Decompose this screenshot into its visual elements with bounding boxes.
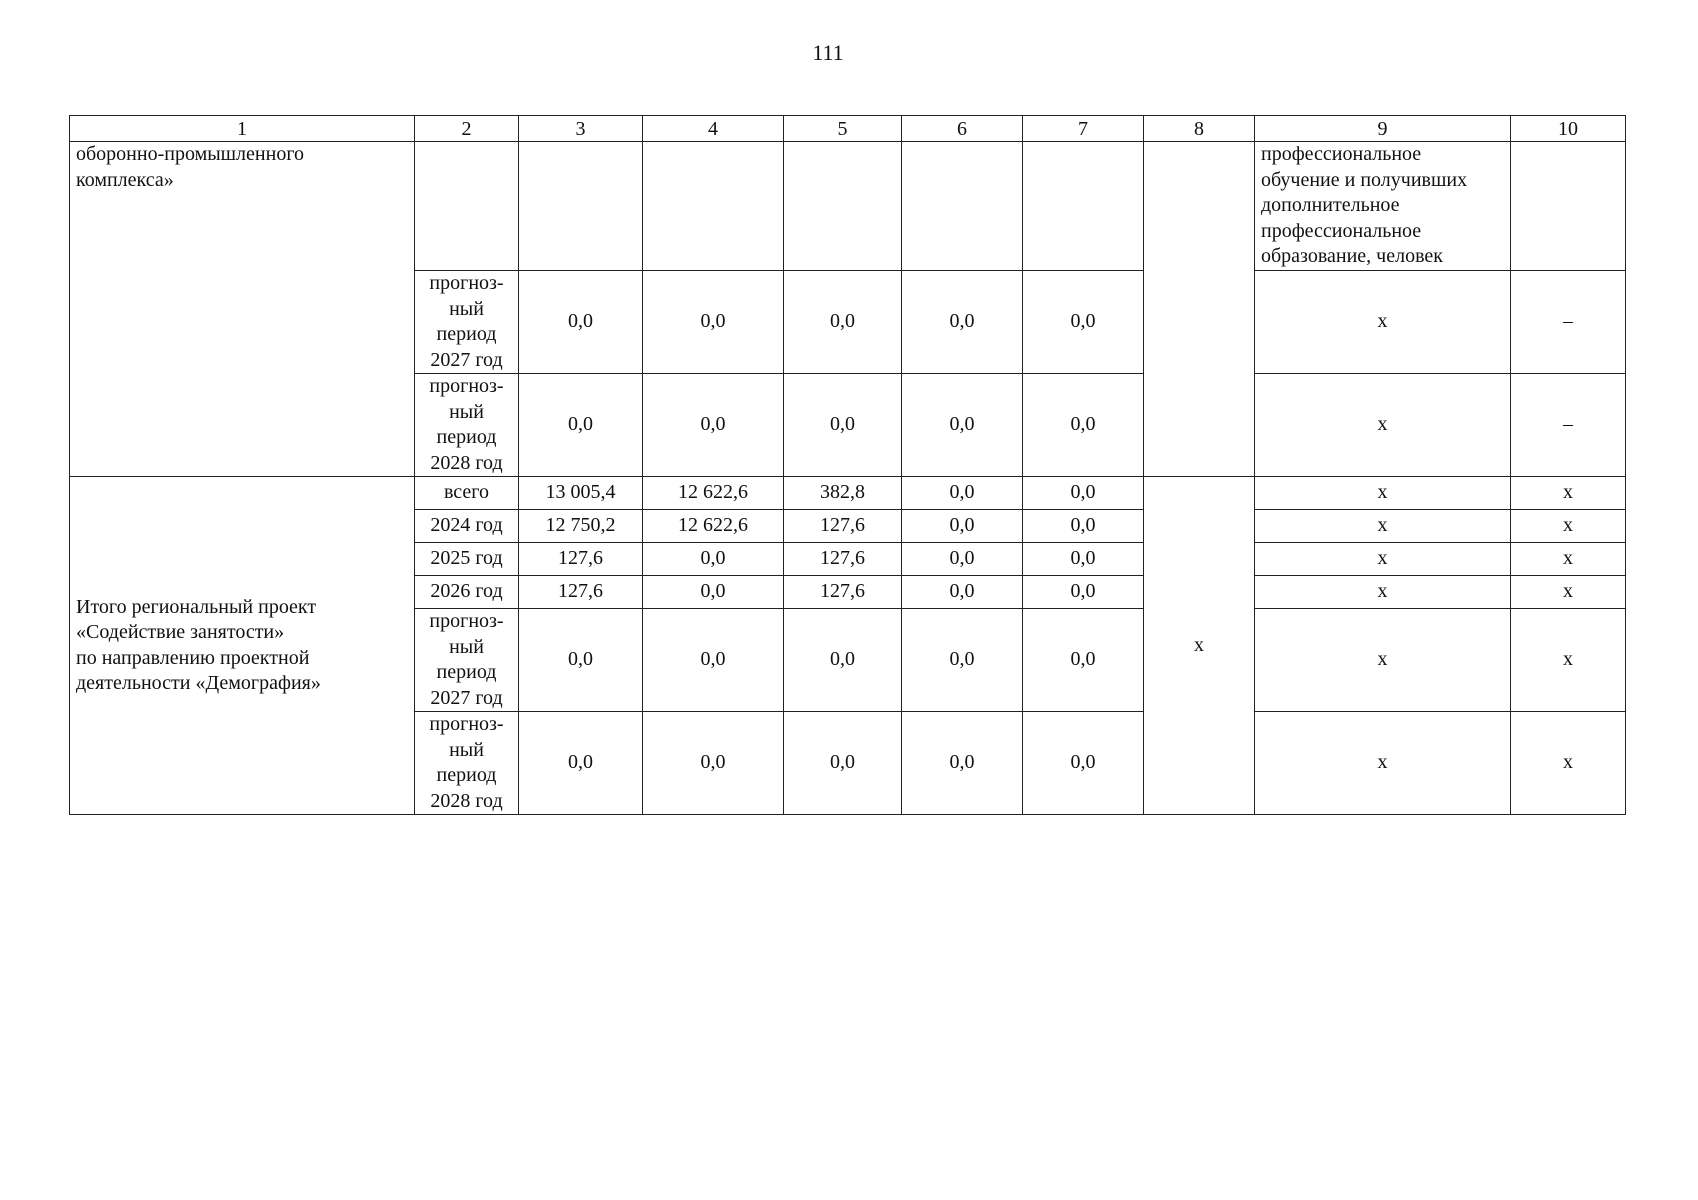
period-line: ный: [449, 738, 484, 761]
empty-cell: [1144, 142, 1255, 477]
indicator-line: профессиональное: [1261, 219, 1422, 242]
name-line: деятельности «Демография»: [76, 672, 321, 694]
column-number: 2: [415, 116, 519, 142]
name-line: оборонно-промышленного: [76, 143, 305, 165]
value-cell: х: [1511, 576, 1626, 609]
value-cell: 0,0: [902, 271, 1023, 374]
column-number: 3: [519, 116, 643, 142]
name-line: по направлению проектной: [76, 646, 310, 669]
period-line: прогноз-: [429, 610, 504, 632]
period-line: период: [436, 426, 497, 448]
value-cell: х: [1255, 510, 1511, 543]
period-line: 2028 год: [430, 789, 503, 812]
column-number: 1: [70, 116, 415, 142]
period-line: 2027 год: [430, 348, 503, 371]
period-line: ный: [449, 635, 484, 658]
value-cell: 0,0: [519, 374, 643, 477]
value-cell: х: [1511, 510, 1626, 543]
value-cell: 0,0: [643, 576, 784, 609]
empty-cell: [784, 142, 902, 271]
section-name: [70, 142, 415, 477]
period-cell: [415, 271, 519, 374]
period-line: период: [436, 764, 497, 786]
empty-cell: [1511, 142, 1626, 271]
table-row: [70, 477, 1626, 510]
value-cell: 0,0: [643, 712, 784, 815]
value-cell: 0,0: [784, 712, 902, 815]
value-cell: 0,0: [784, 271, 902, 374]
value-cell: 0,0: [1023, 271, 1144, 374]
period-cell: [415, 374, 519, 477]
value-cell: 13 005,4: [519, 477, 643, 510]
empty-cell: [902, 142, 1023, 271]
indicator-line: обучение и получивших: [1261, 168, 1468, 191]
empty-cell: [415, 142, 519, 271]
value-cell: х: [1255, 576, 1511, 609]
value-cell: 127,6: [784, 576, 902, 609]
value-cell: 127,6: [784, 543, 902, 576]
value-cell: 0,0: [902, 477, 1023, 510]
period-cell: [415, 576, 519, 609]
value-cell: –: [1511, 271, 1626, 374]
period-line: прогноз-: [429, 713, 504, 735]
page-number: 111: [812, 40, 844, 65]
value-cell: х: [1255, 271, 1511, 374]
indicator-line: профессиональное: [1261, 143, 1422, 165]
name-line: комплекса»: [76, 168, 174, 191]
period-cell: [415, 543, 519, 576]
value-cell: 0,0: [784, 609, 902, 712]
value-cell: х: [1511, 712, 1626, 815]
column-number: 5: [784, 116, 902, 142]
period-line: ный: [449, 400, 484, 423]
value-cell: 0,0: [1023, 477, 1144, 510]
column-number: 4: [643, 116, 784, 142]
value-cell: 0,0: [902, 374, 1023, 477]
empty-cell: [643, 142, 784, 271]
column-number: 8: [1144, 116, 1255, 142]
column-number: 7: [1023, 116, 1144, 142]
period-line: прогноз-: [429, 272, 504, 294]
value-cell: 0,0: [643, 543, 784, 576]
column-number: 6: [902, 116, 1023, 142]
period-line: 2024 год: [430, 514, 503, 537]
column-number: 9: [1255, 116, 1511, 142]
value-cell: 0,0: [902, 712, 1023, 815]
period-line: 2028 год: [430, 451, 503, 474]
indicator-line: дополнительное: [1261, 194, 1400, 216]
period-cell: [415, 609, 519, 712]
value-cell: х: [1255, 477, 1511, 510]
value-cell: 0,0: [643, 374, 784, 477]
name-line: Итого региональный проект: [76, 595, 317, 618]
value-cell: 12 622,6: [643, 477, 784, 510]
column-number: 10: [1511, 116, 1626, 142]
value-cell: 0,0: [1023, 609, 1144, 712]
value-cell: х: [1255, 543, 1511, 576]
period-cell: [415, 712, 519, 815]
empty-cell: [1023, 142, 1144, 271]
value-cell: 127,6: [784, 510, 902, 543]
budget-table: [69, 115, 1626, 815]
period-line: период: [436, 323, 497, 345]
value-cell: 382,8: [784, 477, 902, 510]
merged-x-cell: х: [1144, 477, 1255, 815]
period-line: 2025 год: [430, 547, 503, 570]
value-cell: х: [1511, 543, 1626, 576]
value-cell: 127,6: [519, 576, 643, 609]
table-row: [70, 142, 1626, 271]
period-cell: [415, 477, 519, 510]
header-row: [70, 116, 1626, 142]
period-line: 2026 год: [430, 580, 503, 603]
value-cell: х: [1511, 609, 1626, 712]
value-cell: 127,6: [519, 543, 643, 576]
value-cell: 0,0: [902, 543, 1023, 576]
value-cell: 0,0: [1023, 543, 1144, 576]
value-cell: 0,0: [519, 271, 643, 374]
value-cell: 0,0: [1023, 576, 1144, 609]
value-cell: х: [1255, 609, 1511, 712]
period-cell: [415, 510, 519, 543]
period-line: период: [436, 661, 497, 683]
value-cell: 0,0: [902, 510, 1023, 543]
name-line: «Содействие занятости»: [76, 621, 285, 643]
period-line: ный: [449, 297, 484, 320]
value-cell: х: [1255, 374, 1511, 477]
value-cell: 0,0: [643, 271, 784, 374]
indicator-cell: [1255, 142, 1511, 271]
period-line: всего: [443, 481, 490, 504]
empty-cell: [519, 142, 643, 271]
indicator-line: образование, человек: [1261, 245, 1444, 267]
value-cell: х: [1255, 712, 1511, 815]
value-cell: 0,0: [902, 576, 1023, 609]
value-cell: 12 750,2: [519, 510, 643, 543]
value-cell: х: [1511, 477, 1626, 510]
value-cell: 0,0: [519, 609, 643, 712]
value-cell: 0,0: [519, 712, 643, 815]
period-line: прогноз-: [429, 375, 504, 397]
value-cell: 0,0: [902, 609, 1023, 712]
value-cell: 0,0: [1023, 712, 1144, 815]
value-cell: 0,0: [643, 609, 784, 712]
value-cell: 12 622,6: [643, 510, 784, 543]
value-cell: 0,0: [1023, 374, 1144, 477]
value-cell: 0,0: [1023, 510, 1144, 543]
value-cell: –: [1511, 374, 1626, 477]
section-name: [70, 477, 415, 815]
value-cell: 0,0: [784, 374, 902, 477]
period-line: 2027 год: [430, 686, 503, 709]
